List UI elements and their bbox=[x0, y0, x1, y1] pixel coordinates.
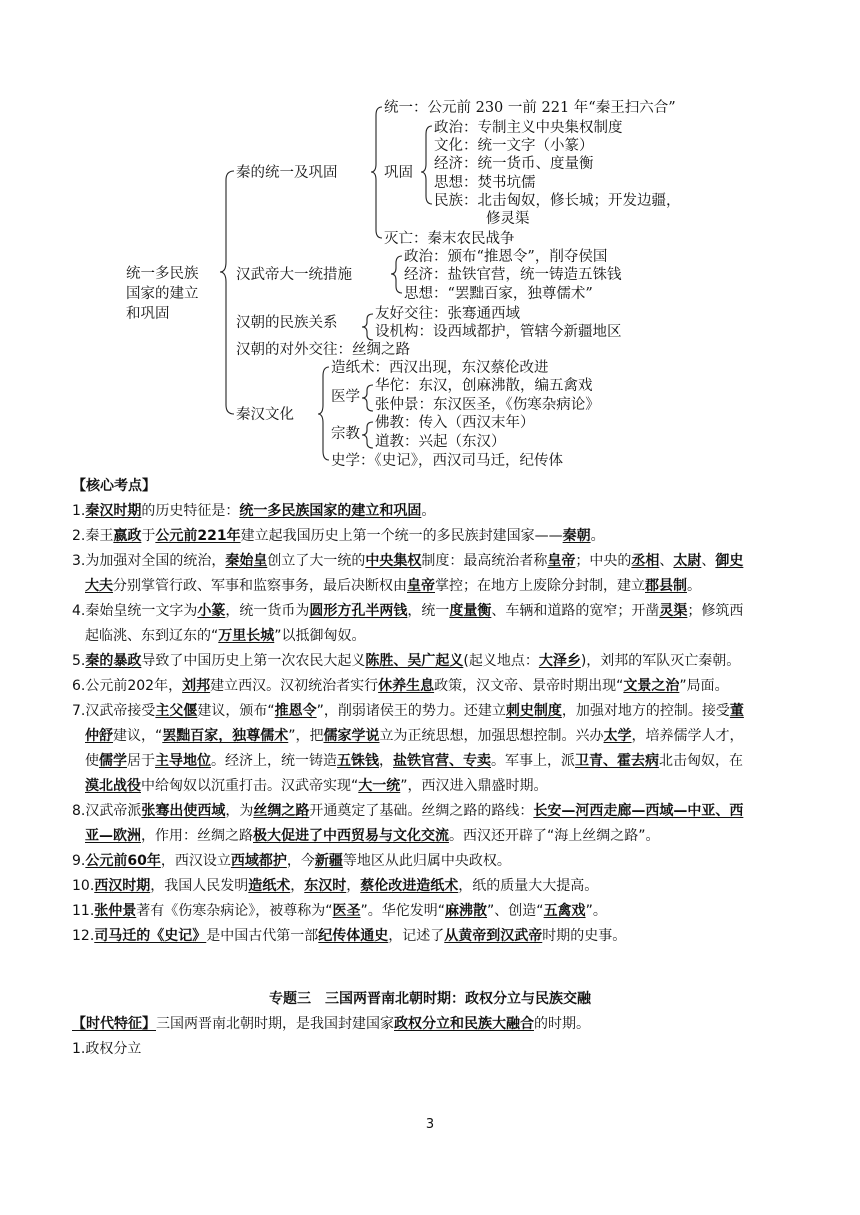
key-term: 从黄帝到汉武帝 bbox=[444, 928, 543, 944]
key-term: 董 bbox=[729, 703, 744, 719]
key-term: 大一统 bbox=[358, 778, 401, 794]
tree-culture-taoism: 道教：兴起（东汉） bbox=[375, 434, 506, 450]
core-line: 大夫分别掌管行政、军事和监察事务，最后决断权由皇帝掌控；在地方上废除分封制，建立郡县制。 bbox=[85, 578, 701, 594]
key-term: 儒家学说 bbox=[323, 728, 380, 744]
tree-wudi-economy: 经济：盐铁官营，统一铸造五铢钱 bbox=[404, 267, 622, 283]
key-term: 政权分立和民族大融合 bbox=[394, 1016, 534, 1032]
key-term: 漠北战役 bbox=[85, 778, 141, 794]
key-term: 灵渠 bbox=[659, 603, 688, 619]
key-term: 太学 bbox=[603, 728, 632, 744]
core-line: 9.公元前60年，西汉设立西域都护，今新疆等地区从此归属中央政权。 bbox=[72, 853, 511, 869]
tree-foreign: 汉朝的对外交往：丝绸之路 bbox=[236, 342, 410, 358]
core-line: 8.汉武帝派张骞出使西域，为丝绸之路开通奠定了基础。丝绸之路的路线：长安—河西走廊—西域—中亚、西 bbox=[72, 803, 744, 819]
key-term: 麻沸散 bbox=[445, 903, 488, 919]
core-line: 7.汉武帝接受主父偃建议，颁布“推恩令”，削弱诸侯王的势力。还建立刺史制度，加强对地方的控制。接受董 bbox=[72, 703, 744, 719]
key-term: 嬴政 bbox=[113, 528, 142, 544]
key-term: 【时代特征】 bbox=[72, 1016, 156, 1032]
tree-qin-politics: 政治：专制主义中央集权制度 bbox=[434, 120, 623, 136]
key-term: 秦朝 bbox=[562, 528, 591, 544]
key-term: 蔡伦改进造纸术 bbox=[360, 878, 459, 894]
key-term: 丞相 bbox=[631, 553, 660, 569]
tree-culture-buddhism: 佛教：传入（西汉末年） bbox=[375, 415, 535, 431]
key-term: 医圣 bbox=[332, 903, 361, 919]
key-term: 休养生息 bbox=[378, 678, 435, 694]
key-term: 推恩令 bbox=[274, 703, 317, 719]
core-line: 3.为加强对全国的统治，秦始皇创立了大一统的中央集权制度：最高统治者称皇帝；中央的丞相、太尉、御史 bbox=[72, 553, 744, 569]
tree-root-line-2: 国家的建立 bbox=[126, 286, 199, 302]
key-term: 仲舒 bbox=[85, 728, 113, 744]
key-term: 西域都护 bbox=[230, 853, 287, 869]
key-term: 文景之治 bbox=[623, 678, 680, 694]
key-term: 五铢钱 bbox=[337, 753, 379, 769]
tree-ethnic-org: 设机构：设西域都护，管辖今新疆地区 bbox=[375, 324, 622, 340]
key-term: 小篆 bbox=[197, 603, 226, 619]
key-term: 造纸术 bbox=[248, 878, 291, 894]
core-points bbox=[72, 499, 796, 949]
core-line: 6.公元前202年，刘邦建立西汉。汉初统治者实行休养生息政策，汉文帝、景帝时期出现“文景之治”局面。 bbox=[72, 678, 729, 694]
key-term: 卫青、霍去病 bbox=[575, 753, 659, 769]
key-term: 统一多民族国家的建立和巩固 bbox=[239, 503, 422, 519]
tree-qin-thought: 思想：焚书坑儒 bbox=[434, 175, 536, 191]
core-line: 2.秦王嬴政于公元前221年建立起我国历史上第一个统一的多民族封建国家——秦朝。 bbox=[72, 528, 605, 544]
core-line: 仲舒建议，“罢黜百家，独尊儒术”，把儒家学说立为正统思想，加强思想控制。兴办太学，培养儒学人才， bbox=[85, 728, 744, 744]
key-term: 主导地位 bbox=[155, 753, 211, 769]
key-term: 司马迁的《史记》 bbox=[94, 928, 207, 944]
core-line: 11.张仲景著有《伤寒杂病论》，被尊称为“医圣”。华佗发明“麻沸散”、创造“五禽戏”。 bbox=[72, 903, 607, 919]
key-term: 儒学 bbox=[99, 753, 127, 769]
key-term: 皇帝 bbox=[547, 553, 576, 569]
key-term: 五禽戏 bbox=[543, 903, 586, 919]
tree-qin-fall: 灭亡：秦末农民战争 bbox=[384, 231, 515, 247]
key-term: 东汉时 bbox=[304, 878, 347, 894]
key-term: 皇帝 bbox=[407, 578, 435, 594]
topic3-first: 1.政权分立 bbox=[72, 1041, 142, 1057]
core-line: 1.秦汉时期的历史特征是：统一多民族国家的建立和巩固。 bbox=[72, 503, 436, 519]
core-line: 漠北战役中给匈奴以沉重打击。汉武帝实现“大一统”，西汉进入鼎盛时期。 bbox=[85, 778, 548, 794]
tree-root-line-3: 和巩固 bbox=[126, 306, 170, 322]
key-term: 度量衡 bbox=[449, 603, 492, 619]
key-term: 圆形方孔半两钱 bbox=[309, 603, 408, 619]
key-term: 秦的暴政 bbox=[85, 653, 142, 669]
topic3-era: 【时代特征】三国两晋南北朝时期，是我国封建国家政权分立和民族大融合的时期。 bbox=[72, 1016, 590, 1032]
tree-culture-label: 秦汉文化 bbox=[236, 407, 294, 423]
core-line: 4.秦始皇统一文字为小篆，统一货币为圆形方孔半两钱，统一度量衡、车辆和道路的宽窄；开凿灵渠；修筑西 bbox=[72, 603, 744, 619]
tree-wudi-politics: 政治：颁布“推恩令”，削夺侯国 bbox=[404, 249, 608, 265]
key-term: 新疆 bbox=[314, 853, 343, 869]
tree-qin-unify: 统一：公元前 230 一前 221 年“秦王扫六合” bbox=[384, 100, 676, 116]
page-number: 3 bbox=[425, 1117, 435, 1132]
key-term: 秦汉时期 bbox=[85, 503, 142, 519]
topic3-title: 专题三 三国两晋南北朝时期：政权分立与民族交融 bbox=[269, 991, 591, 1007]
key-term: 纪传体通史 bbox=[318, 928, 389, 944]
key-term: 中央集权 bbox=[365, 553, 422, 569]
key-term: 郡县制 bbox=[645, 578, 687, 594]
key-term: 主父偃 bbox=[155, 703, 198, 719]
key-term: 张骞出使西域 bbox=[141, 803, 226, 819]
key-term: 张仲景 bbox=[94, 903, 137, 919]
key-term: 大夫 bbox=[85, 578, 113, 594]
key-term: 陈胜、吴广起义 bbox=[365, 653, 464, 669]
key-term: 极大促进了中西贸易与文化交流 bbox=[253, 828, 449, 844]
tree-ethnic-label: 汉朝的民族关系 bbox=[236, 315, 338, 331]
key-term: 长安—河西走廊—西域—中亚、西 bbox=[533, 803, 744, 819]
tree-culture-huatuo: 华佗：东汉，创麻沸散，编五禽戏 bbox=[375, 378, 593, 394]
key-term: 刘邦 bbox=[182, 678, 211, 694]
core-line: 5.秦的暴政导致了中国历史上第一次农民大起义陈胜、吴广起义(起义地点：大泽乡)，刘邦的军队灭亡秦朝。 bbox=[72, 653, 741, 669]
tree-culture-zhang: 张仲景：东汉医圣，《伤寒杂病论》 bbox=[375, 397, 600, 413]
tree-wudi-thought: 思想：“罢黜百家，独尊儒术” bbox=[404, 286, 593, 302]
key-term: 刺史制度 bbox=[505, 703, 562, 719]
key-term: 亚—欧洲 bbox=[85, 828, 141, 844]
core-line: 亚—欧洲，作用：丝绸之路极大促进了中西贸易与文化交流。西汉还开辟了“海上丝绸之路”。 bbox=[85, 828, 660, 844]
tree-culture-paper: 造纸术：西汉出现，东汉蔡伦改进 bbox=[331, 360, 549, 376]
tree-wudi-label: 汉武帝大一统措施 bbox=[236, 267, 352, 283]
key-term: 秦始皇 bbox=[225, 553, 268, 569]
tree-culture-history: 史学：《史记》，西汉司马迁，纪传体 bbox=[331, 453, 563, 469]
tree-culture-religion: 宗教 bbox=[331, 426, 360, 442]
key-term: 西汉时期 bbox=[94, 878, 151, 894]
core-line: 起临洮、东到辽东的“万里长城”以抵御匈奴。 bbox=[85, 628, 366, 644]
tree-root-line-1: 统一多民族 bbox=[126, 266, 199, 282]
key-term: 万里长城 bbox=[218, 628, 275, 644]
tree-qin-economy: 经济：统一货币、度量衡 bbox=[434, 156, 594, 172]
key-term: 御史 bbox=[715, 553, 744, 569]
key-term: 罢黜百家，独尊儒术 bbox=[162, 728, 289, 744]
key-term: 太尉 bbox=[673, 553, 702, 569]
tree-culture-medicine: 医学 bbox=[331, 389, 360, 405]
core-line: 12.司马迁的《史记》是中国古代第一部纪传体通史，记述了从黄帝到汉武帝时期的史事。 bbox=[72, 928, 627, 944]
tree-qin-label: 秦的统一及巩固 bbox=[236, 165, 338, 181]
tree-qin-ethnic-2: 修灵渠 bbox=[486, 211, 530, 227]
tree-qin-consolidate: 巩固 bbox=[384, 165, 413, 181]
tree-qin-culture: 文化：统一文字（小篆） bbox=[434, 138, 594, 154]
key-term: 公元前60年 bbox=[85, 853, 161, 869]
key-term: 大泽乡 bbox=[538, 653, 581, 669]
tree-qin-ethnic: 民族：北击匈奴，修长城；开发边疆， bbox=[434, 193, 681, 209]
key-term: 盐铁官营、专卖 bbox=[393, 753, 491, 769]
key-term: 公元前221年 bbox=[155, 528, 241, 544]
core-line: 10.西汉时期，我国人民发明造纸术，东汉时，蔡伦改进造纸术，纸的质量大大提高。 bbox=[72, 878, 599, 894]
core-line: 使儒学居于主导地位。经济上，统一铸造五铢钱，盐铁官营、专卖。军事上，派卫青、霍去病北击匈奴，在 bbox=[85, 753, 743, 769]
tree-ethnic-friendly: 友好交往：张骞通西域 bbox=[375, 306, 520, 322]
key-term: 丝绸之路 bbox=[253, 803, 310, 819]
core-heading: 【核心考点】 bbox=[72, 478, 156, 494]
